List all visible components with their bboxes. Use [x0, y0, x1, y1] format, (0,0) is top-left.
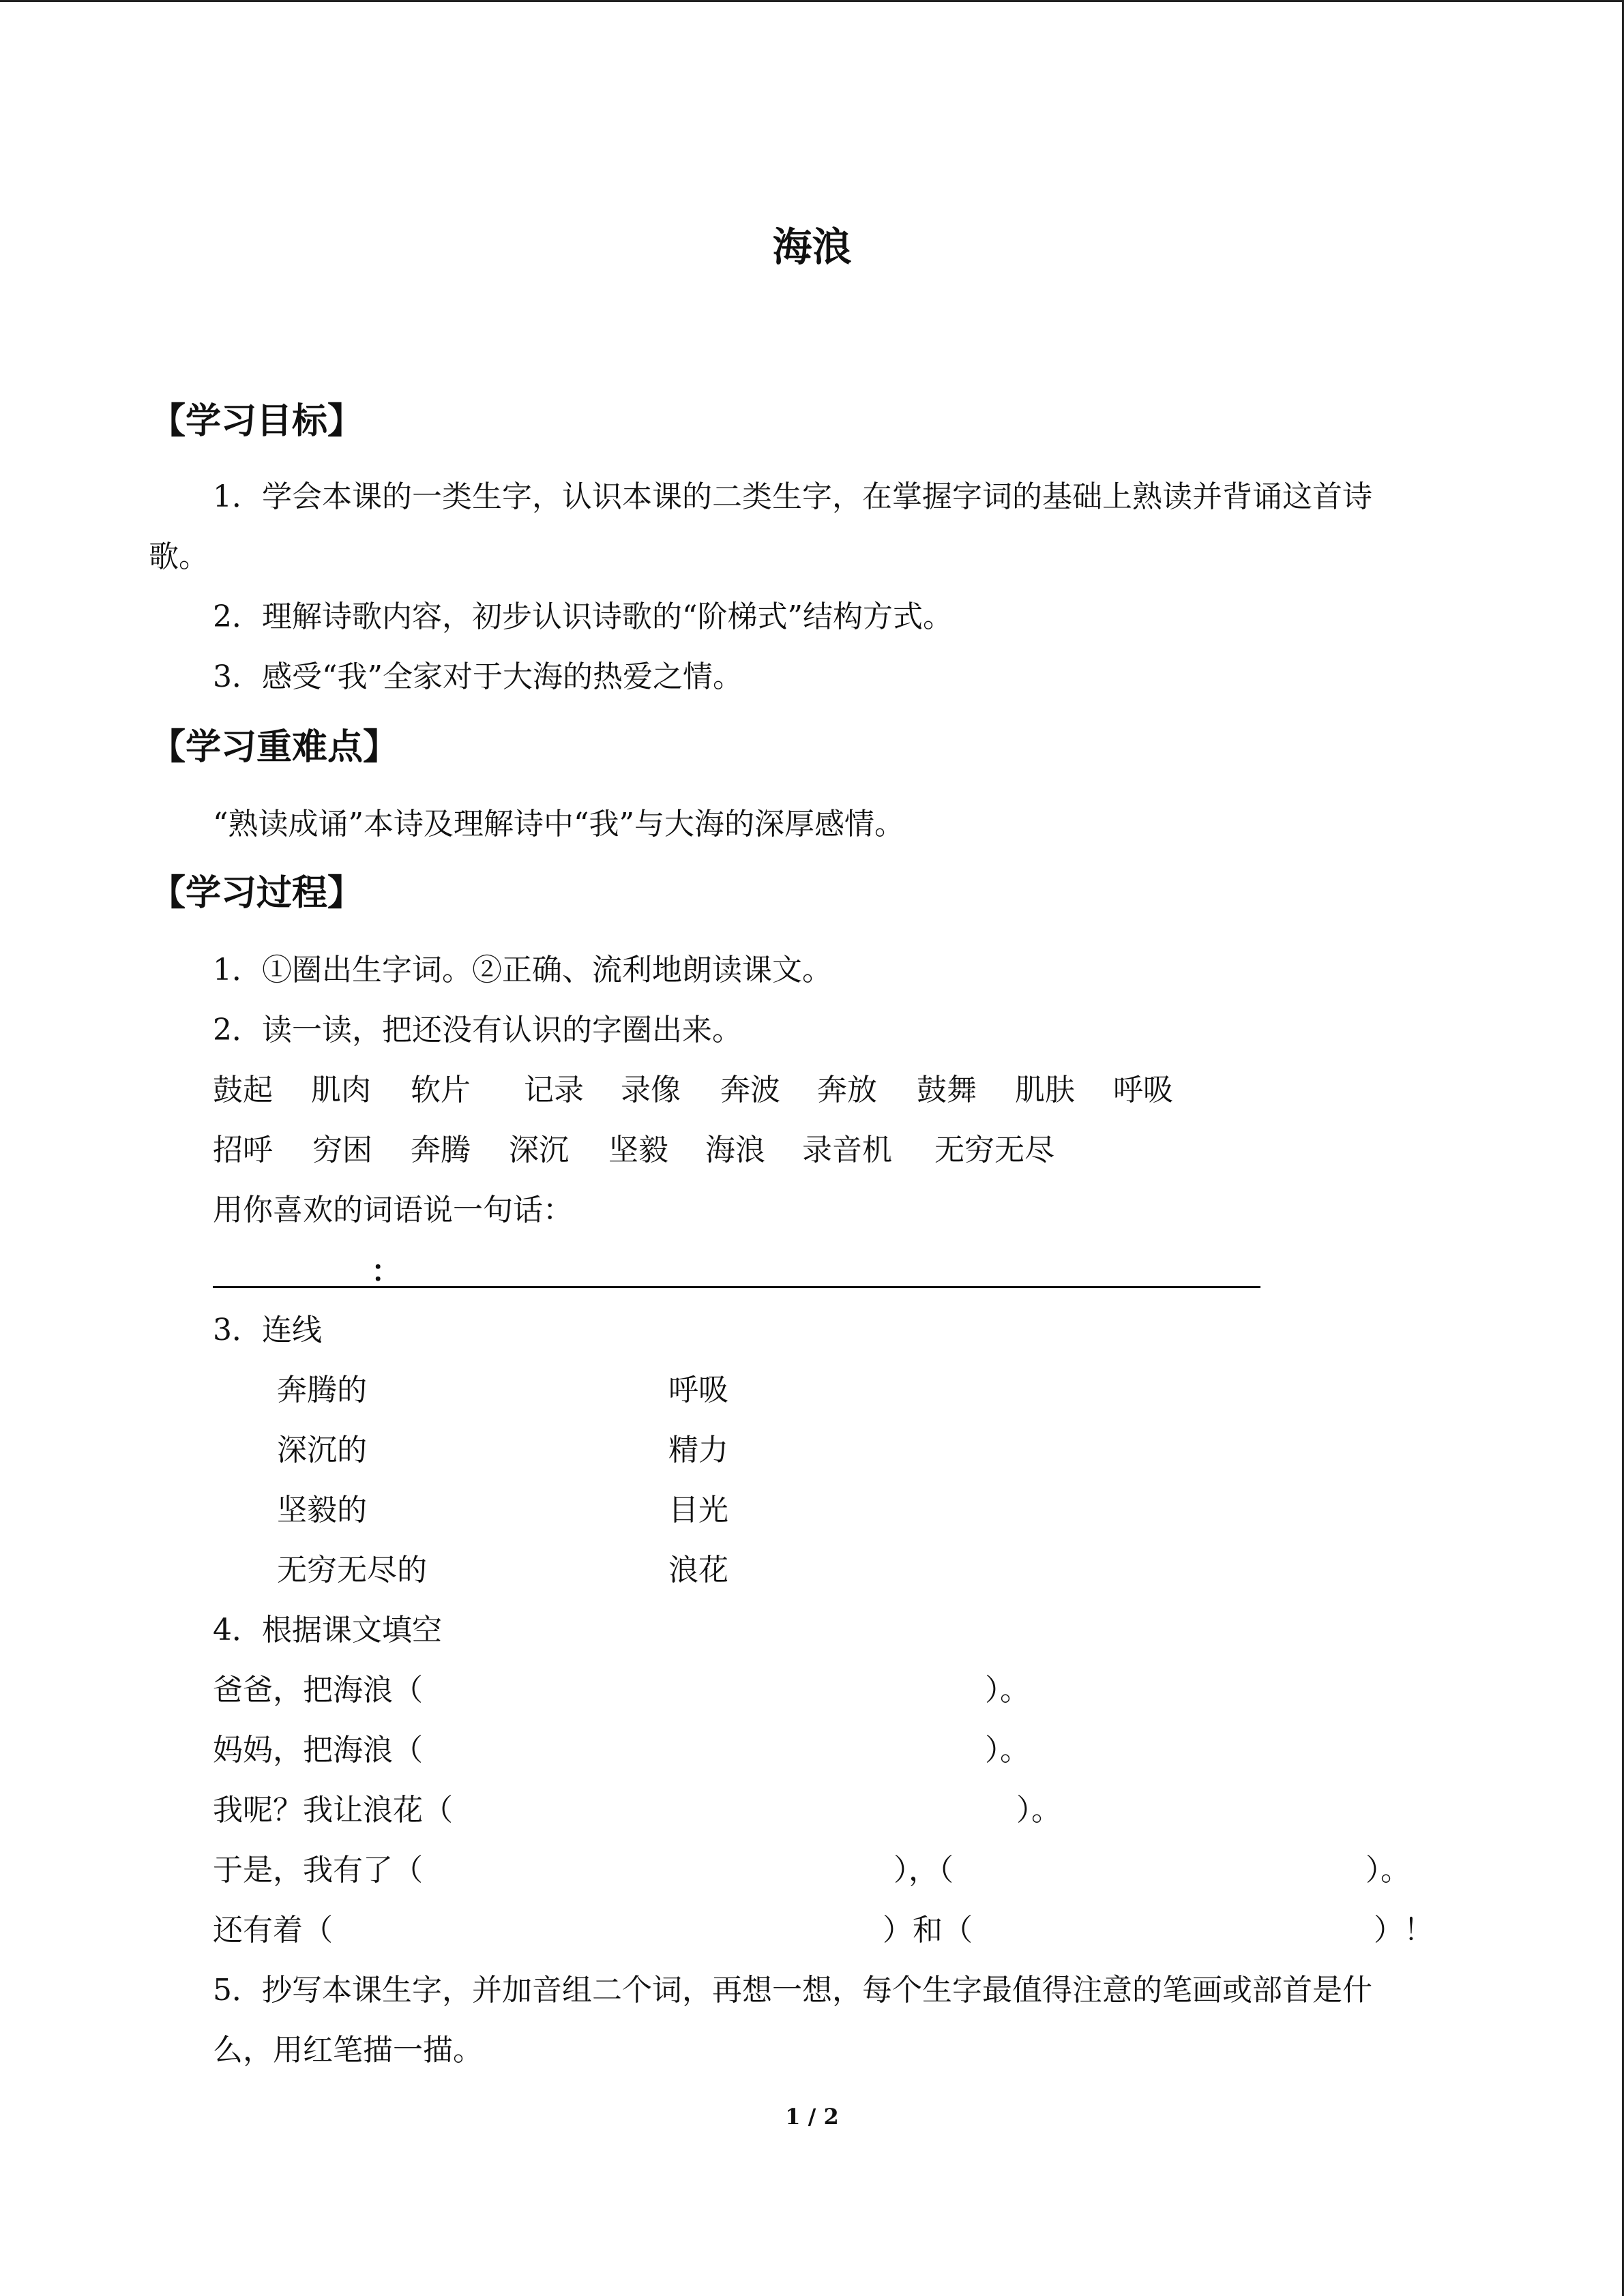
goal-item-2: 2．理解诗歌内容，初步认识诗歌的“阶梯式”结构方式。: [213, 599, 953, 634]
fill-5-end: ）！: [1374, 1913, 1434, 1948]
fill-2-end: ）。: [985, 1733, 1030, 1768]
key-points-text: “熟读成诵”本诗及理解诗中“我”与大海的深厚感情。: [213, 807, 904, 841]
fill-5-start: 还有着（: [213, 1913, 333, 1948]
word: 深沉: [509, 1133, 569, 1167]
fill-5-middle: ）和（: [883, 1913, 973, 1948]
heading-process: 【学习过程】: [150, 873, 364, 914]
word: 录像: [621, 1073, 681, 1107]
process-q4: 4．根据课文填空: [213, 1613, 442, 1648]
word: 鼓舞: [917, 1073, 977, 1107]
word: 穷困: [312, 1133, 372, 1167]
sentence-colon: ：: [371, 1254, 401, 1289]
process-q3: 3．连线: [213, 1313, 322, 1347]
word: 招呼: [213, 1133, 273, 1167]
word: 肌肉: [311, 1073, 371, 1107]
fill-3-start: 我呢？我让浪花（: [213, 1793, 453, 1828]
word: 无穷无尽: [934, 1133, 1054, 1167]
word: 奔放: [817, 1073, 877, 1107]
match-right-item: 浪花: [668, 1553, 728, 1587]
word: 鼓起: [213, 1073, 273, 1107]
word: 录音机: [802, 1133, 892, 1167]
sentence-prompt: 用你喜欢的词语说一句话：: [213, 1193, 573, 1227]
goal-item-1-line-2: 歌。: [149, 539, 209, 574]
fill-1-start: 爸爸，把海浪（: [213, 1673, 423, 1708]
process-q1: 1．①圈出生字词。②正确、流利地朗读课文。: [213, 953, 832, 987]
process-q5-line-2: 么，用红笔描一描。: [213, 2033, 483, 2068]
heading-goals: 【学习目标】: [150, 401, 364, 442]
fill-2-start: 妈妈，把海浪（: [213, 1733, 423, 1768]
goal-item-1-line-1: 1．学会本课的一类生字，认识本课的二类生字，在掌握字词的基础上熟读并背诵这首诗: [213, 479, 1372, 514]
match-left-item: 深沉的: [277, 1433, 367, 1467]
fill-4-end: ）。: [1365, 1853, 1411, 1888]
word: 奔波: [720, 1073, 780, 1107]
match-left-item: 坚毅的: [277, 1493, 367, 1527]
process-q5-line-1: 5．抄写本课生字，并加音组二个词，再想一想，每个生字最值得注意的笔画或部首是什: [213, 1973, 1372, 2008]
process-q2: 2．读一读，把还没有认识的字圈出来。: [213, 1013, 742, 1047]
word: 肌肤: [1015, 1073, 1075, 1107]
sentence-answer-line: [213, 1286, 1260, 1288]
word: 记录: [524, 1073, 584, 1107]
match-right-item: 目光: [668, 1493, 728, 1527]
word: 软片: [411, 1073, 471, 1107]
word: 奔腾: [411, 1133, 471, 1167]
word: 海浪: [705, 1133, 765, 1167]
fill-4-middle: ），（: [894, 1853, 954, 1888]
match-right-item: 呼吸: [668, 1373, 728, 1407]
page-number: 1 / 2: [785, 2104, 839, 2130]
word: 坚毅: [608, 1133, 668, 1167]
word-row-1: [213, 1070, 1173, 1111]
goal-item-3: 3．感受“我”全家对于大海的热爱之情。: [213, 659, 743, 694]
fill-3-end: ）。: [1016, 1793, 1061, 1828]
heading-key-points: 【学习重难点】: [150, 727, 399, 768]
page-title: 海浪: [772, 224, 852, 270]
fill-4-start: 于是，我有了（: [213, 1853, 423, 1888]
word-row-2: [213, 1130, 1054, 1171]
match-right-item: 精力: [668, 1433, 728, 1467]
fill-1-end: ）。: [985, 1673, 1030, 1708]
word: 呼吸: [1113, 1073, 1173, 1107]
match-left-item: 奔腾的: [277, 1373, 367, 1407]
match-left-item: 无穷无尽的: [277, 1553, 427, 1587]
